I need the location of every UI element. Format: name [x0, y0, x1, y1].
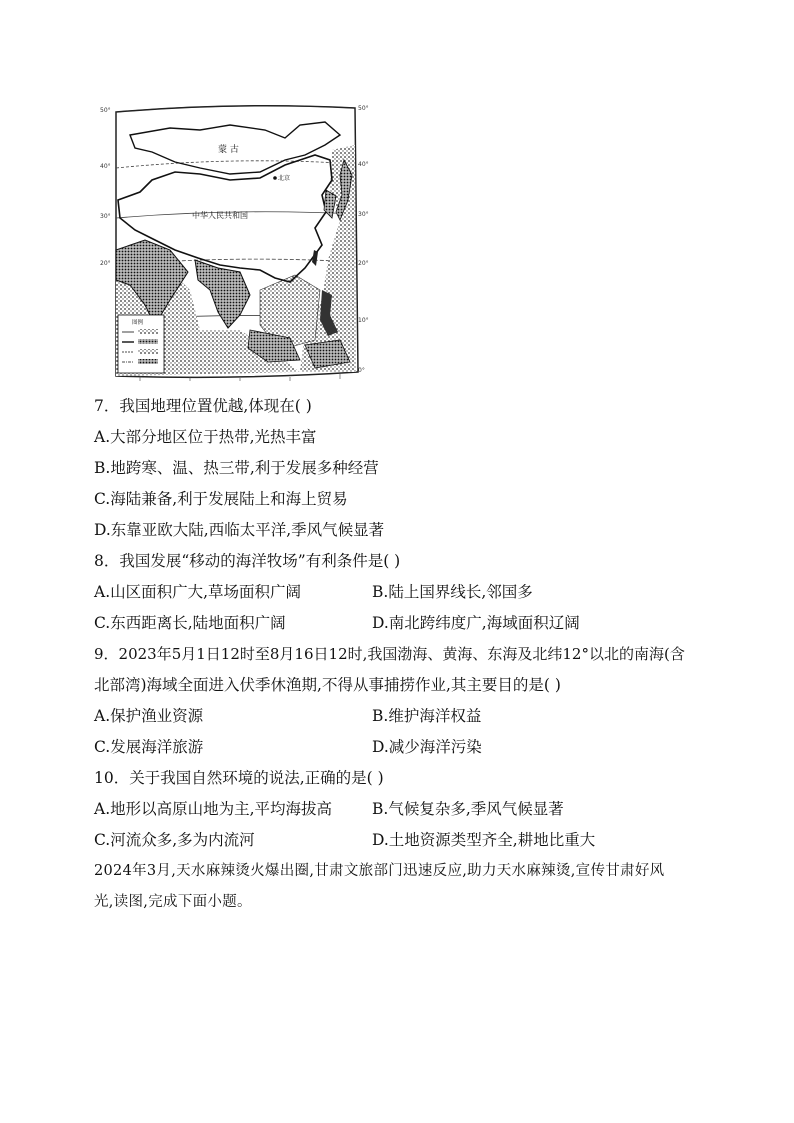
lat-label-50: 50° [100, 107, 111, 114]
question-9-option-c: C.发展海洋旅游 [94, 738, 204, 756]
lat-label-30-right: 30° [358, 211, 369, 218]
lat-label-20-right: 20° [358, 260, 369, 267]
lat-label-0-right: 0° [358, 367, 365, 374]
question-7-stem: 7．我国地理位置优越,体现在( ) [94, 397, 312, 415]
question-8-option-d: D.南北跨纬度广,海域面积辽阔 [372, 614, 580, 632]
lat-label-10-right: 10° [358, 317, 369, 324]
question-7-option-a: A.大部分地区位于热带,光热丰富 [94, 428, 317, 446]
lat-label-40: 40° [100, 163, 111, 170]
question-10-option-d: D.土地资源类型齐全,耕地比重大 [372, 831, 596, 849]
question-9-option-b: B.维护海洋权益 [372, 707, 482, 725]
lat-label-20: 20° [100, 260, 111, 267]
map-legend-title: 图例 [132, 320, 144, 326]
question-8-option-c: C.东西距离长,陆地面积广阔 [94, 614, 286, 632]
question-7-option-d: D.东靠亚欧大陆,西临太平洋,季风气候显著 [94, 521, 385, 539]
question-10-option-a: A.地形以高原山地为主,平均海拔高 [94, 800, 333, 818]
question-9-option-d: D.减少海洋污染 [372, 738, 482, 756]
lat-label-40-right: 40° [358, 161, 369, 168]
question-10-option-b: B.气候复杂多,季风气候显著 [372, 800, 564, 818]
question-9-stem-line2: 北部湾)海域全面进入伏季休渔期,不得从事捕捞作业,其主要目的是( ) [94, 676, 561, 694]
question-9-option-a: A.保护渔业资源 [94, 707, 204, 725]
lat-label-50-right: 50° [358, 105, 369, 112]
intro-line1: 2024年3月,天水麻辣烫火爆出圈,甘肃文旅部门迅速反应,助力天水麻辣烫,宣传甘肃好风 [94, 863, 665, 879]
map-label-mongolia: 蒙 古 [218, 145, 239, 155]
question-8-stem: 8．我国发展“移动的海洋牧场”有利条件是( ) [94, 552, 401, 570]
map-label-china: 中华人民共和国 [192, 211, 248, 220]
question-7-option-b: B.地跨寒、温、热三带,利于发展多种经营 [94, 459, 379, 477]
intro-line2: 光,读图,完成下面小题。 [94, 894, 252, 910]
question-9-stem-line1: 9．2023年5月1日12时至8月16日12时,我国渤海、黄海、东海及北纬12°以北的南海(含 [94, 645, 685, 663]
china-map-figure [100, 100, 372, 382]
question-8-option-a: A.山区面积广大,草场面积广阔 [94, 583, 302, 601]
question-10-stem: 10．关于我国自然环境的说法,正确的是( ) [94, 769, 384, 787]
lat-label-30: 30° [100, 213, 111, 220]
question-7-option-c: C.海陆兼备,利于发展陆上和海上贸易 [94, 490, 348, 508]
question-8-option-b: B.陆上国界线长,邻国多 [372, 583, 533, 601]
map-label-beijing: 北京 [278, 175, 291, 182]
question-10-option-c: C.河流众多,多为内流河 [94, 831, 255, 849]
